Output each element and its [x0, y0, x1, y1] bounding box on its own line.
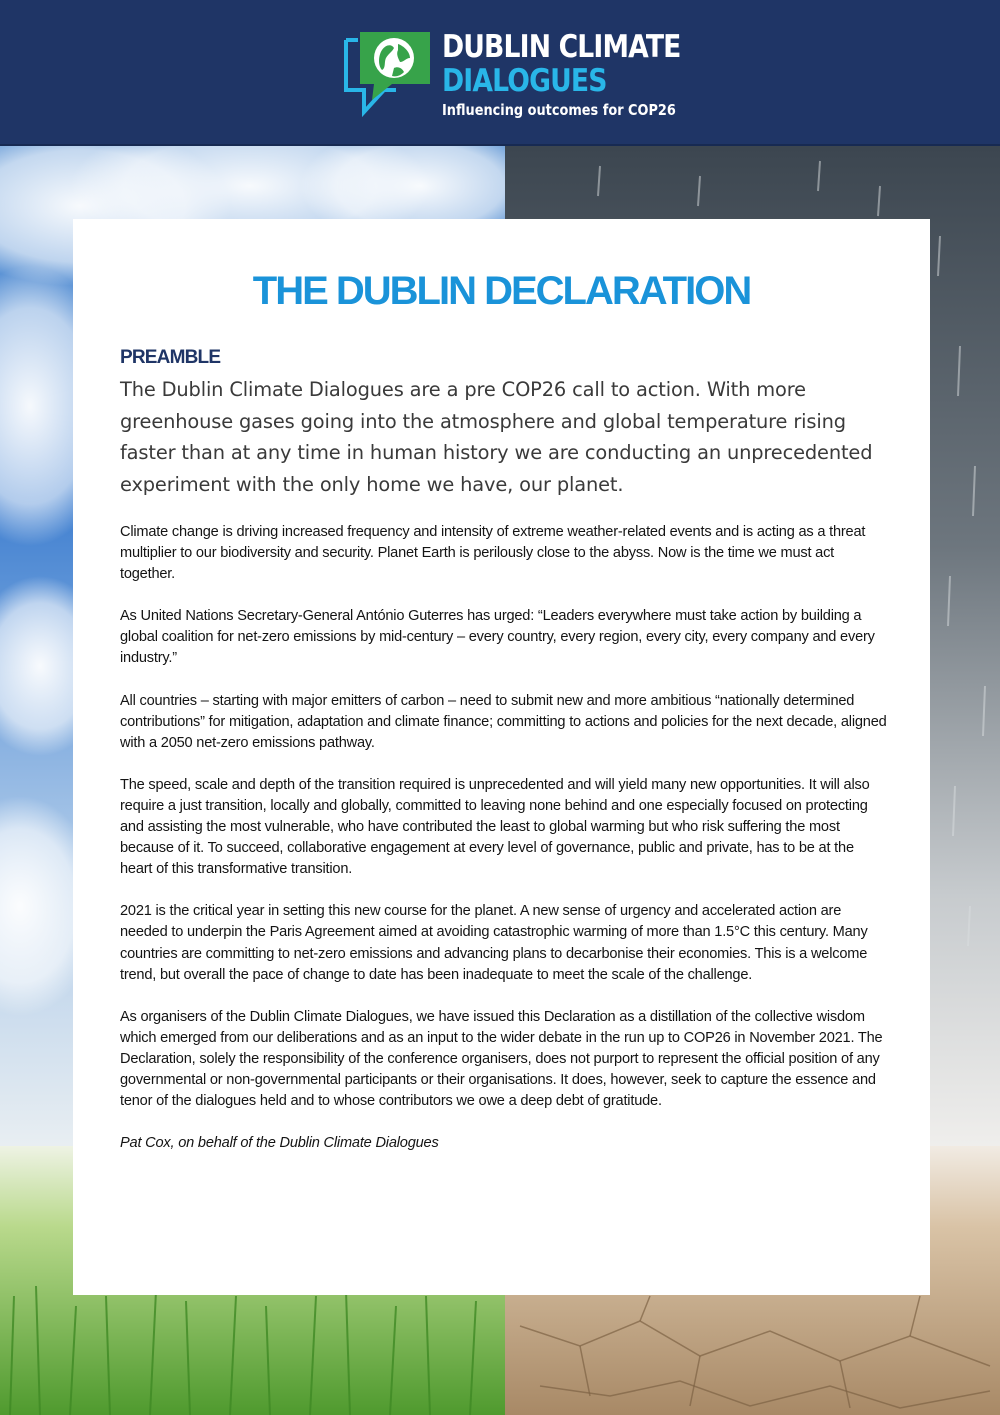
- paragraph: The speed, scale and depth of the transition required is unprecedented and will yield many new opportunities. It will also require a just transition, locally and globally, committed to leaving none behind and one especially focused on protecting and assisting the most vulnerable, who have contributed the least to global warming but who risk suffering the most because of it. To succeed, collaborative engagement at every level of governance, public and private, has to be at the heart of this transformative transition.: [120, 776, 870, 878]
- document-card: [73, 219, 930, 1295]
- signature: Pat Cox, on behalf of the Dublin Climate Dialogues: [120, 1135, 439, 1152]
- section-heading: PREAMBLE: [120, 347, 221, 368]
- lead-paragraph: The Dublin Climate Dialogues are a pre COP26 call to action. With more greenhouse gases going into the atmosphere and global temperature rising faster than at any time in human history we are conducting an unprecedented experiment with the only home we have, our planet.: [120, 378, 873, 496]
- document-title: THE DUBLIN DECLARATION: [252, 269, 751, 313]
- paragraph: Climate change is driving increased frequency and intensity of extreme weather-related events and is acting as a threat multiplier to our biodiversity and security. Planet Earth is perilously close to the abyss. Now is the time we must act together.: [120, 524, 866, 583]
- body-text: [120, 522, 888, 1154]
- logo-wordmark: [442, 30, 682, 120]
- paragraph: 2021 is the critical year in setting this new course for the planet. A new sense of urgency and accelerated action are needed to underpin the Paris Agreement aimed at avoiding catastrophic warming of more than 1.5°C this century. Many countries are committing to net-zero emissions and advancing plans to decarbonise their economies. This is a welcome trend, but overall the pace of change to date has been inadequate to meet the scale of the challenge.: [120, 903, 868, 983]
- paragraph: As United Nations Secretary-General António Guterres has urged: “Leaders everywhere must take action by building a global coalition for net-zero emissions by mid-century – every country, every region, every city, every company and every industry.”: [120, 608, 875, 667]
- speech-bubble-globe-icon: [342, 28, 438, 120]
- logo: [342, 28, 681, 128]
- logo-tagline: Influencing outcomes for COP26: [442, 101, 676, 119]
- logo-line-2: DIALOGUES: [442, 63, 607, 99]
- paragraph: All countries – starting with major emitters of carbon – need to submit new and more ambitious “nationally determined contributions” for mitigation, adaptation and climate finance; committing to actions and policies for the next decade, aligned with a 2050 net-zero emissions pathway.: [120, 692, 887, 751]
- header-banner: [0, 0, 1000, 146]
- logo-line-1: DUBLIN CLIMATE: [442, 29, 681, 65]
- paragraph: As organisers of the Dublin Climate Dialogues, we have issued this Declaration as a distillation of the collective wisdom which emerged from our deliberations and as an input to the wider debate in the run up to COP26 in November 2021. The Declaration, solely the responsibility of the conference organisers, does not purport to represent the official position of any governmental or non-governmental participants or their organisations. It does, however, seek to capture the essence and tenor of the dialogues held and to whose contributors we owe a deep debt of gratitude.: [120, 1008, 883, 1110]
